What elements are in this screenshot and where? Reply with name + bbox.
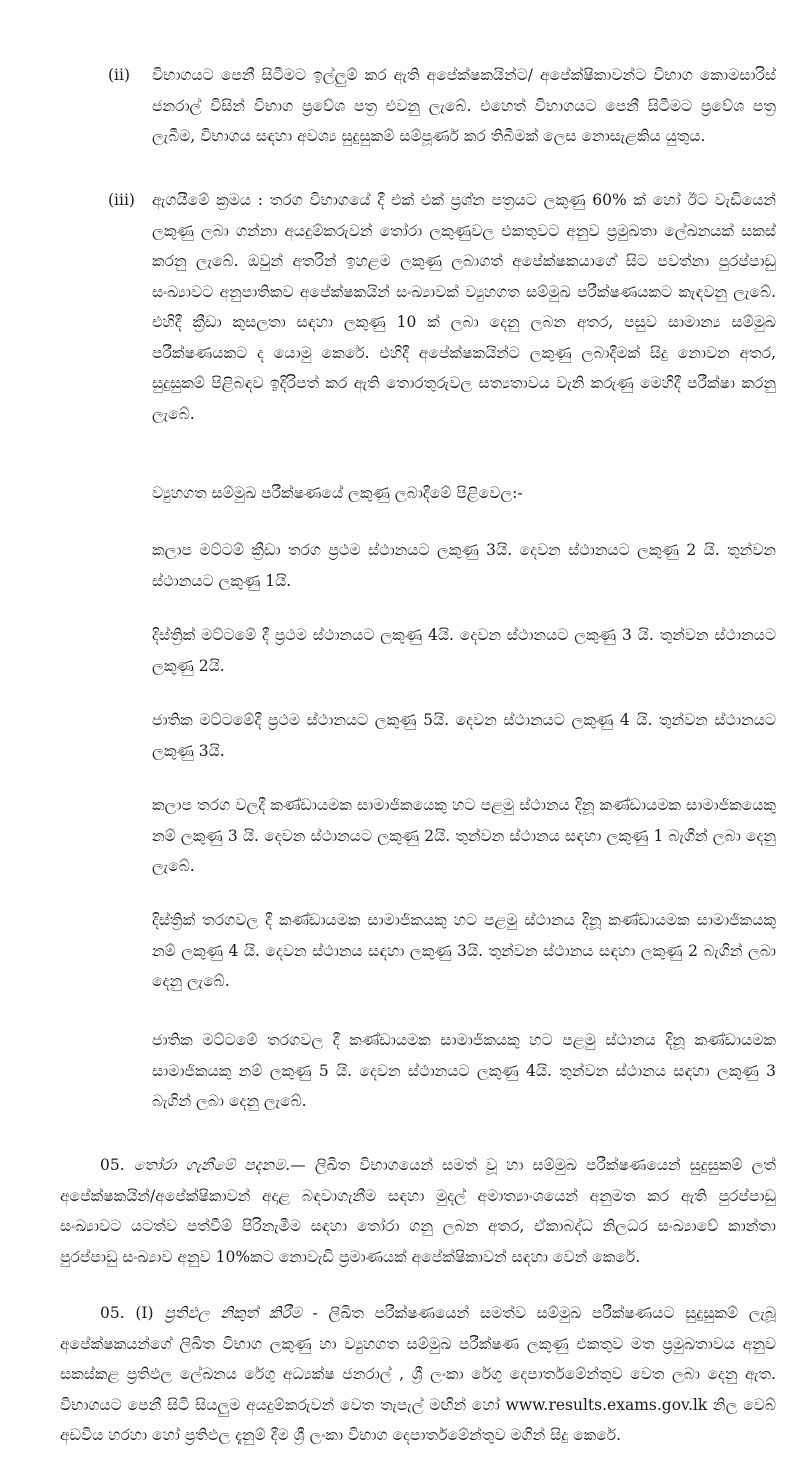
marks-heading: ව්‍යුහගත සම්මුඛ පරීක්ෂණයේ ලකුණු ලබාදීමේ පිළිවෙල:- <box>152 484 523 502</box>
clause-ii-number: (ii) <box>108 66 131 84</box>
marks-national-level: ජාතික මට්ටමේදී ප්‍රථම ස්ථානයට ලකුණු 5යි. දෙවන ස්ථානයට ලකුණු 4 යි. තුන්වන ස්ථානයට ලකුණු 3යි. <box>152 711 776 760</box>
marks-zonal-level: කලාප මට්ටම් ක්‍රීඩා තරග ප්‍රථම ස්ථානයට ලකුණු 3යි. දෙවන ස්ථානයට ලකුණු 2 යි. තුන්වන ස්ථානයට ලකුණු 1යි. <box>152 541 776 590</box>
section-05-number: 05. <box>100 1156 125 1174</box>
section-05-i-text: ලිඛිත පරීක්ෂණයෙන් සමත්ව සම්මුඛ පරීක්ෂණයට සුදුසුකම් ලැබූ අපේක්ෂකයන්ගේ ලිඛිත විභාග ලකුණු හා ව්‍යුහගත සම්මුඛ පරීක්ෂණ ලකුණු එකතුව මත ප්‍රමුඛතාවය අනුව සකස්කළ ප්‍රතිඵල ලේඛනය රේගු අධ්‍යක්ෂ ජනරාල් , ශ්‍රී ලංකා රේගු දෙපාර්තමේන්තුව වෙත ලබා දෙනු ඇත. විභාගයට පෙනී සිටි සියලුම අයදුම්කරුවන් වෙත තැපැල් මඟින් හෝ www.results.exams.gov.lk නිල වෙබ් අඩවිය හරහා හෝ ප්‍රතිඵල දැනුම් දීම ශ්‍රී ලංකා විභාග දෙපාර්තමේන්තුව මගින් සිදු කෙරේ. <box>60 1304 776 1444</box>
section-05-i-number: 05. (I) <box>100 1304 154 1322</box>
section-05-text: ලිඛිත විභාගයෙන් සමත් වූ හා සම්මුඛ පරීක්ෂණයෙන් සුදුසුකම් ලත් අපේක්ෂකයින්/අපේක්ෂිකාවන් අදාළ බඳවාගැනීම සඳහා මුදල් අමාත්‍යාංශයෙන් අනුමත කර ඇති පුරප්පාඩු සංඛ්‍යාවට යටත්ව පත්වීම් පිරිනැමීම සඳහා තෝරා ගනු ලබන අතර, ඒකාබද්ධ නිලධර සංඛ්‍යාවේ කාන්තා පුරප්පාඩු සංඛ්‍යාව අනුව 10%කට නොවැඩි ප්‍රමාණයක් අපේක්ෂිකාවන් සඳහා වෙන් කෙරේ. <box>60 1156 776 1266</box>
section-05-selection-basis <box>60 1150 776 1272</box>
clause-iii-text: ඇගයීමේ ක්‍රමය : තරග විභාගයේ දී එක් එක් ප්‍රශ්න පත්‍රයට ලකුණු 60% ක් හෝ ඊට වැඩියෙන් ලකුණු ලබා ගන්නා අයදුම්කරුවන් තෝරා ලකුණුවල එකතුවට අනුව ප්‍රමුඛතා ලේඛනයක් සකස් කරනු ලැබේ. ඔවුන් අතරින් ඉහළම ලකුණු ලබාගත් අපේක්ෂකයාගේ සිට පවත්නා පුරප්පාඩු සංඛ්‍යාවට අනුපාතිකව අපේක්ෂකයින් සංඛ්‍යාවක් ව්‍යුහගත සම්මුඛ පරීක්ෂණයකට කැඳවනු ලැබේ. එහිදී ක්‍රීඩා කුසලතා සඳහා ලකුණු 10 ක් ලබා දෙනු ලබන අතර, පසුව සාමාන්‍ය සම්මුඛ පරීක්ෂණයකට ද යොමු කෙරේ. එහිදී අපේක්ෂකයින්ට ලකුණු ලබාදීමක් සිදු නොවන අතර, සුදුසුකම් පිළිබඳව ඉදිරිපත් කර ඇති තොරතුරුවල සත්‍යතාවය වැනි කරුණු මෙහිදී පරීක්ෂා කරනු ලැබේ. <box>152 191 776 423</box>
clause-iii-number: (iii) <box>108 191 135 209</box>
clause-ii-text: විභාගයට පෙනී සිටීමට ඉල්ලුම් කර ඇති අපේක්ෂකයින්ට/ අපේක්ෂිකාවන්ට විභාග කොමසාරිස් ජනරාල් විසින් විභාග ප්‍රවේශ පත්‍ර එවනු ලැබේ. එහෙත් විභාගයට පෙනී සිටීමට ප්‍රවේශ පත්‍ර ලැබීම, විභාගය සඳහා අවශ්‍ය සුදුසුකම් සම්පූර්ණ කර තිබීමක් ලෙස නොසැළකිය යුතුය. <box>152 66 776 145</box>
clause-iii <box>108 185 776 429</box>
section-05-i-results <box>60 1298 776 1451</box>
team-marks-zonal: කලාප තරග වලදී කණ්ඩායමක සාමාජිකයෙකු හට පළමු ස්ථානය දිනූ කණ්ඩායමක සාමාජිකයෙකු නම් ලකුණු 3 යි. දෙවන ස්ථානයට ලකුණු 2යි. තුන්වන ස්ථානය සඳහා ලකුණු 1 බැගින් ලබා දෙනු ලැබේ. <box>152 796 776 875</box>
marks-district-level: දිස්ත්‍රික් මට්ටමේ දී ප්‍රථම ස්ථානයට ලකුණු 4යි. දෙවන ස්ථානයට ලකුණු 3 යි. තුන්වන ස්ථානයට ලකුණු 2යි. <box>152 626 776 675</box>
section-05-i-heading: ප්‍රතිඵල නිකුත් කිරීම - <box>164 1304 318 1322</box>
clause-ii <box>108 60 776 152</box>
team-marks-national: ජාතික මට්ටමේ තරගවල දී කණ්ඩායමක සාමාජිකයකු හට පළමු ස්ථානය දිනූ කණ්ඩායමක සාමාජිකයකු නම් ලකුණු 5 යි. දෙවන ස්ථානයට ලකුණු 4යි. තුන්වන ස්ථානය සඳහා ලකුණු 3 බැගින් ලබා දෙනු ලැබේ. <box>152 1031 776 1110</box>
team-marks-district: දිස්ත්‍රික් තරගවල දී කණ්ඩායමක සාමාජිකයකු හට පළමු ස්ථානය දිනූ කණ්ඩායමක සාමාජිකයකු නම් ලකුණු 4 යි. දෙවන ස්ථානය සඳහා ලකුණු 3යි. තුන්වන ස්ථානය සඳහා ලකුණු 2 බැගින් ලබා දෙනු ලැබේ. <box>152 911 776 990</box>
section-05-heading: තෝරා ගැනීමේ පදනම.— <box>133 1156 306 1174</box>
